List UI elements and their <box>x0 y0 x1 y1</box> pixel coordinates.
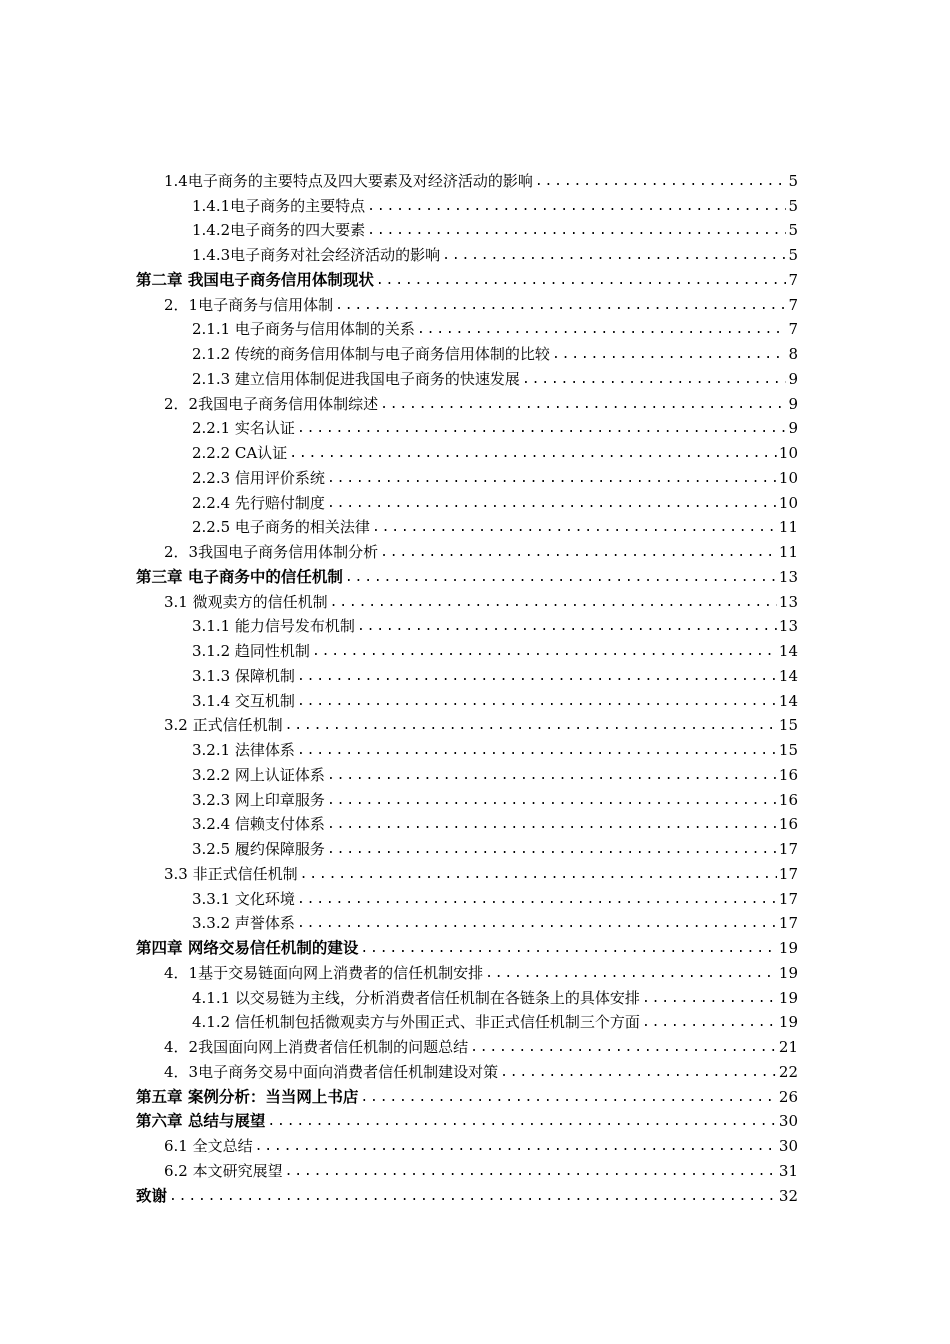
toc-subsection-entry <box>136 364 798 389</box>
toc-entry-page-number: 26 <box>778 1087 798 1106</box>
toc-entry-title: 第四章 网络交易信任机制的建设 <box>136 939 359 957</box>
toc-entry-page-number: 14 <box>778 642 798 660</box>
dot-leader <box>360 939 777 958</box>
dot-leader <box>267 1112 777 1131</box>
toc-subsection-entry <box>136 909 798 934</box>
toc-subsection-entry <box>136 612 798 637</box>
toc-entry-title: 3.3 非正式信任机制 <box>164 864 298 883</box>
toc-entry-page-number: 9 <box>788 369 798 388</box>
dot-leader <box>376 271 787 290</box>
toc-entry-page-number: 8 <box>788 345 798 363</box>
toc-section-entry <box>136 1057 798 1082</box>
dot-leader <box>380 543 777 562</box>
dot-leader <box>297 692 777 711</box>
toc-entry-page-number: 19 <box>778 1013 798 1032</box>
toc-entry-title: 4．1基于交易链面向网上消费者的信任机制安排 <box>164 963 484 982</box>
dot-leader <box>367 221 786 240</box>
dot-leader <box>367 197 786 216</box>
toc-entry-page-number: 7 <box>788 320 798 339</box>
dot-leader <box>642 989 777 1008</box>
toc-chapter-entry <box>136 562 798 587</box>
toc-entry-page-number: 13 <box>778 567 798 586</box>
dot-leader <box>327 766 777 785</box>
toc-entry-page-number: 11 <box>778 543 798 561</box>
toc-section-entry <box>136 290 798 315</box>
toc-subsection-entry <box>136 339 798 364</box>
toc-entry-title: 3.1.2 趋同性机制 <box>192 642 310 660</box>
dot-leader <box>297 890 777 909</box>
dot-leader <box>255 1137 777 1156</box>
toc-entry-page-number: 9 <box>788 394 798 413</box>
toc-entry-page-number: 9 <box>788 419 798 438</box>
toc-subsection-entry <box>136 315 798 340</box>
dot-leader <box>327 469 777 488</box>
toc-entry-page-number: 16 <box>778 815 798 834</box>
toc-chapter-entry <box>136 265 798 290</box>
toc-entry-title: 1.4.2电子商务的四大要素 <box>192 221 366 240</box>
toc-subsection-entry <box>136 686 798 711</box>
toc-entry-title: 3.2.3 网上印章服务 <box>192 790 325 809</box>
toc-entry-title: 1.4电子商务的主要特点及四大要素及对经济活动的影响 <box>164 171 533 190</box>
toc-entry-title: 2.2.3 信用评价系统 <box>192 468 325 487</box>
toc-entry-page-number: 10 <box>778 493 798 512</box>
toc-entry-title: 3.1.1 能力信号发布机制 <box>192 617 355 636</box>
toc-subsection-entry <box>136 661 798 686</box>
toc-entry-title: 3.2.4 信赖支付体系 <box>192 815 325 834</box>
toc-entry-title: 第三章 电子商务中的信任机制 <box>136 567 343 586</box>
toc-entry-title: 3.1.3 保障机制 <box>192 666 295 685</box>
dot-leader <box>327 494 777 513</box>
toc-section-entry <box>136 958 798 983</box>
toc-entry-title: 3.2 正式信任机制 <box>164 716 283 735</box>
dot-leader <box>500 1063 777 1082</box>
dot-leader <box>357 617 777 636</box>
toc-entry-page-number: 17 <box>778 914 798 933</box>
toc-entry-title: 6.1 全文总结 <box>164 1137 253 1155</box>
toc-entry-page-number: 19 <box>778 963 798 982</box>
toc-section-entry <box>136 537 798 562</box>
toc-chapter-entry <box>136 1181 798 1206</box>
toc-entry-page-number: 19 <box>778 988 798 1007</box>
toc-subsection-entry <box>136 191 798 216</box>
dot-leader <box>345 568 777 587</box>
dot-leader <box>522 370 787 389</box>
dot-leader <box>285 716 777 735</box>
toc-entry-page-number: 16 <box>778 765 798 784</box>
toc-subsection-entry <box>136 735 798 760</box>
toc-subsection-entry <box>136 760 798 785</box>
toc-subsection-entry <box>136 1008 798 1033</box>
toc-entry-title: 3.1 微观卖方的信任机制 <box>164 592 328 611</box>
toc-entry-page-number: 17 <box>778 864 798 883</box>
toc-entry-page-number: 30 <box>778 1112 798 1131</box>
toc-entry-title: 6.2 本文研究展望 <box>164 1161 283 1180</box>
toc-entry-page-number: 14 <box>778 691 798 710</box>
dot-leader <box>285 1162 777 1181</box>
toc-entry-page-number: 14 <box>778 666 798 685</box>
dot-leader <box>297 667 777 686</box>
toc-entry-title: 3.2.5 履约保障服务 <box>192 840 325 858</box>
toc-entry-title: 2.2.2 CA认证 <box>192 444 288 462</box>
toc-entry-title: 第二章 我国电子商务信用体制现状 <box>136 270 374 289</box>
dot-leader <box>300 865 777 884</box>
toc-chapter-entry <box>136 933 798 958</box>
toc-entry-title: 2.2.1 实名认证 <box>192 419 295 438</box>
toc-entry-page-number: 16 <box>778 790 798 809</box>
toc-subsection-entry <box>136 240 798 265</box>
toc-entry-title: 3.3.1 文化环境 <box>192 889 295 908</box>
toc-entry-title: 4．2我国面向网上消费者信任机制的问题总结 <box>164 1038 469 1056</box>
dot-leader <box>552 345 787 364</box>
toc-subsection-entry <box>136 785 798 810</box>
toc-entry-title: 2.1.2 传统的商务信用体制与电子商务信用体制的比较 <box>192 345 550 363</box>
toc-entry-title: 2.2.4 先行赔付制度 <box>192 493 325 512</box>
dot-leader <box>297 914 777 933</box>
toc-entry-title: 2．1电子商务与信用体制 <box>164 295 334 314</box>
toc-entry-page-number: 7 <box>788 295 798 314</box>
toc-section-entry <box>136 1032 798 1057</box>
toc-entry-title: 2.1.3 建立信用体制促进我国电子商务的快速发展 <box>192 369 520 388</box>
toc-section-entry <box>136 1131 798 1156</box>
toc-entry-title: 2.1.1 电子商务与信用体制的关系 <box>192 320 415 339</box>
toc-entry-page-number: 5 <box>788 196 798 215</box>
toc-entry-title: 第五章 案例分析：当当网上书店 <box>136 1087 359 1106</box>
toc-entry-page-number: 11 <box>778 518 798 537</box>
toc-subsection-entry <box>136 513 798 538</box>
toc-subsection-entry <box>136 810 798 835</box>
toc-entry-page-number: 15 <box>778 716 798 735</box>
toc-entry-page-number: 10 <box>778 468 798 487</box>
dot-leader <box>470 1038 777 1057</box>
dot-leader <box>297 741 777 760</box>
toc-entry-title: 1.4.1电子商务的主要特点 <box>192 196 366 215</box>
dot-leader <box>289 444 777 463</box>
dot-leader <box>360 1088 777 1107</box>
toc-entry-page-number: 7 <box>788 270 798 289</box>
toc-entry-title: 第六章 总结与展望 <box>136 1112 266 1131</box>
toc-entry-title: 3.3.2 声誉体系 <box>192 914 295 933</box>
toc-subsection-entry <box>136 884 798 909</box>
toc-subsection-entry <box>136 414 798 439</box>
table-of-contents <box>136 166 798 1206</box>
dot-leader <box>642 1013 777 1032</box>
toc-entry-page-number: 32 <box>778 1186 798 1205</box>
dot-leader <box>297 419 787 438</box>
toc-chapter-entry <box>136 1082 798 1107</box>
toc-section-entry <box>136 587 798 612</box>
toc-entry-title: 2．2我国电子商务信用体制综述 <box>164 394 379 413</box>
toc-section-entry <box>136 389 798 414</box>
toc-entry-title: 3.1.4 交互机制 <box>192 691 295 710</box>
toc-entry-page-number: 31 <box>778 1161 798 1180</box>
dot-leader <box>335 296 786 315</box>
toc-entry-page-number: 5 <box>788 171 798 190</box>
toc-entry-title: 致谢 <box>136 1186 168 1205</box>
toc-entry-page-number: 19 <box>778 939 798 957</box>
toc-subsection-entry <box>136 488 798 513</box>
toc-chapter-entry <box>136 1107 798 1132</box>
toc-entry-page-number: 5 <box>788 221 798 240</box>
dot-leader <box>169 1187 777 1206</box>
toc-entry-page-number: 21 <box>778 1038 798 1056</box>
toc-entry-page-number: 13 <box>778 592 798 611</box>
dot-leader <box>485 964 777 983</box>
dot-leader <box>330 593 777 612</box>
toc-entry-title: 4．3电子商务交易中面向消费者信任机制建设对策 <box>164 1062 499 1081</box>
toc-entry-title: 2.2.5 电子商务的相关法律 <box>192 518 370 537</box>
toc-subsection-entry <box>136 216 798 241</box>
toc-section-entry <box>136 166 798 191</box>
toc-entry-title: 1.4.3电子商务对社会经济活动的影响 <box>192 246 441 264</box>
toc-subsection-entry <box>136 463 798 488</box>
dot-leader <box>417 320 787 339</box>
dot-leader <box>327 815 777 834</box>
toc-entry-title: 3.2.1 法律体系 <box>192 741 295 759</box>
toc-section-entry <box>136 1156 798 1181</box>
toc-entry-page-number: 10 <box>778 444 798 462</box>
dot-leader <box>442 246 786 265</box>
toc-entry-page-number: 22 <box>778 1062 798 1081</box>
toc-subsection-entry <box>136 983 798 1008</box>
toc-entry-page-number: 15 <box>778 741 798 759</box>
toc-entry-title: 3.2.2 网上认证体系 <box>192 765 325 784</box>
dot-leader <box>327 840 777 859</box>
toc-entry-title: 4.1.2 信任机制包括微观卖方与外围正式、非正式信任机制三个方面 <box>192 1013 640 1032</box>
toc-entry-page-number: 5 <box>788 246 798 264</box>
toc-entry-page-number: 17 <box>778 889 798 908</box>
toc-entry-title: 4.1.1 以交易链为主线，分析消费者信任机制在各链条上的具体安排 <box>192 988 640 1007</box>
toc-entry-page-number: 17 <box>778 840 798 858</box>
dot-leader <box>372 518 777 537</box>
toc-section-entry <box>136 711 798 736</box>
toc-entry-page-number: 13 <box>778 617 798 636</box>
toc-subsection-entry <box>136 438 798 463</box>
dot-leader <box>327 791 777 810</box>
toc-subsection-entry <box>136 834 798 859</box>
toc-subsection-entry <box>136 636 798 661</box>
dot-leader <box>380 395 786 414</box>
dot-leader <box>312 642 777 661</box>
toc-entry-title: 2．3我国电子商务信用体制分析 <box>164 543 379 561</box>
toc-section-entry <box>136 859 798 884</box>
toc-entry-page-number: 30 <box>778 1137 798 1155</box>
dot-leader <box>535 172 787 191</box>
